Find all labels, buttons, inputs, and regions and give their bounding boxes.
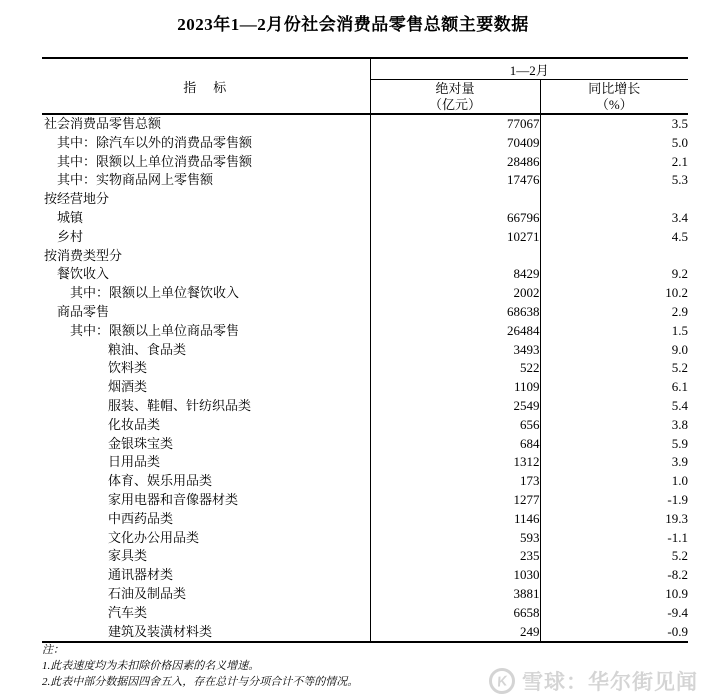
- row-label: 其中：限额以上单位商品零售: [70, 322, 240, 338]
- row-absolute-value: 3493: [370, 341, 540, 360]
- table-row: [42, 134, 688, 153]
- row-label: 建筑及装潢材料类: [108, 623, 213, 639]
- row-growth-value: 10.2: [540, 284, 688, 303]
- row-absolute-value: 1277: [370, 491, 540, 510]
- watermark: [489, 666, 698, 696]
- row-label: 城镇: [57, 209, 84, 225]
- watermark-text: 雪球：华尔街见闻: [522, 671, 698, 694]
- growth-column-header: [540, 80, 688, 115]
- table-row: [42, 265, 688, 284]
- row-growth-value: 1.5: [540, 322, 688, 341]
- row-absolute-value: 2002: [370, 284, 540, 303]
- row-growth-value: -1.9: [540, 491, 688, 510]
- table-row: [42, 472, 688, 491]
- note-2: 2.此表中部分数据因四舍五入，存在总计与分项合计不等的情况。: [42, 676, 359, 688]
- table-row: [42, 190, 688, 209]
- row-absolute-value: 522: [370, 359, 540, 378]
- note-1: 1.此表速度均为未扣除价格因素的名义增速。: [42, 660, 260, 672]
- row-label: 其中：实物商品网上零售额: [57, 172, 214, 188]
- table-row: [42, 284, 688, 303]
- table-row: [42, 416, 688, 435]
- row-label: 粮油、食品类: [108, 341, 187, 357]
- row-growth-value: -0.9: [540, 623, 688, 643]
- row-label: 其中：限额以上单位餐饮收入: [70, 285, 240, 301]
- row-growth-value: -8.2: [540, 566, 688, 585]
- row-label: 家用电器和音像器材类: [108, 491, 239, 507]
- row-absolute-value: 68638: [370, 303, 540, 322]
- footnotes: [42, 642, 358, 690]
- row-label: 服装、鞋帽、针纺织品类: [108, 397, 252, 413]
- row-growth-value: 5.3: [540, 171, 688, 190]
- row-absolute-value: 593: [370, 529, 540, 548]
- table-row: [42, 566, 688, 585]
- row-absolute-value: 17476: [370, 171, 540, 190]
- row-label: 餐饮收入: [57, 266, 110, 282]
- row-label: 通讯器材类: [108, 567, 174, 583]
- table-row: [42, 114, 688, 134]
- row-absolute-value: 1146: [370, 510, 540, 529]
- row-growth-value: 4.5: [540, 228, 688, 247]
- table-body: [42, 114, 688, 642]
- table-row: [42, 529, 688, 548]
- row-label: 乡村: [57, 228, 84, 244]
- table-row: [42, 435, 688, 454]
- table-row: [42, 228, 688, 247]
- row-label: 化妆品类: [108, 416, 161, 432]
- table-row: [42, 341, 688, 360]
- table-row: [42, 247, 688, 266]
- row-growth-value: 3.5: [540, 114, 688, 134]
- row-absolute-value: 28486: [370, 153, 540, 172]
- row-absolute-value: 235: [370, 547, 540, 566]
- row-absolute-value: 66796: [370, 209, 540, 228]
- row-growth-value: 9.0: [540, 341, 688, 360]
- row-label: 烟酒类: [108, 379, 148, 395]
- notes-label: 注：: [42, 644, 64, 656]
- row-label: 日用品类: [108, 454, 161, 470]
- row-label: 金银珠宝类: [108, 435, 174, 451]
- row-growth-value: 5.2: [540, 359, 688, 378]
- row-absolute-value: 3881: [370, 585, 540, 604]
- row-growth-value: [540, 190, 688, 209]
- row-label: 饮料类: [108, 360, 148, 376]
- header-row-period: [42, 58, 688, 80]
- row-growth-value: 2.9: [540, 303, 688, 322]
- row-growth-value: 2.1: [540, 153, 688, 172]
- row-label: 文化办公用品类: [108, 529, 200, 545]
- row-absolute-value: 173: [370, 472, 540, 491]
- table-row: [42, 397, 688, 416]
- table-row: [42, 623, 688, 643]
- row-absolute-value: 8429: [370, 265, 540, 284]
- row-absolute-value: 656: [370, 416, 540, 435]
- table-row: [42, 491, 688, 510]
- absolute-column-header: [370, 80, 540, 115]
- row-growth-value: -1.1: [540, 529, 688, 548]
- table-row: [42, 359, 688, 378]
- row-growth-value: 6.1: [540, 378, 688, 397]
- xueqiu-circle-k-icon: K: [489, 668, 515, 694]
- row-label: 社会消费品零售总额: [44, 116, 162, 131]
- row-label: 按消费类型分: [44, 247, 123, 263]
- row-growth-value: [540, 247, 688, 266]
- row-label: 体育、娱乐用品类: [108, 473, 213, 489]
- indicator-column-header: 指 标: [42, 58, 370, 114]
- row-absolute-value: 2549: [370, 397, 540, 416]
- row-label: 中西药品类: [108, 510, 174, 526]
- row-absolute-value: 1109: [370, 378, 540, 397]
- table-row: [42, 585, 688, 604]
- row-growth-value: 1.0: [540, 472, 688, 491]
- row-absolute-value: 1312: [370, 453, 540, 472]
- row-label: 其中：限额以上单位消费品零售额: [57, 153, 253, 169]
- table-row: [42, 303, 688, 322]
- row-label: 石油及制品类: [108, 585, 187, 601]
- row-absolute-value: 684: [370, 435, 540, 454]
- absolute-header-title: 绝对量: [435, 80, 475, 96]
- row-absolute-value: 10271: [370, 228, 540, 247]
- row-growth-value: 3.8: [540, 416, 688, 435]
- row-label: 汽车类: [108, 604, 148, 620]
- table-row: [42, 453, 688, 472]
- table-row: [42, 378, 688, 397]
- row-absolute-value: 26484: [370, 322, 540, 341]
- row-growth-value: 10.9: [540, 585, 688, 604]
- row-growth-value: 5.2: [540, 547, 688, 566]
- table-row: [42, 209, 688, 228]
- table-row: [42, 510, 688, 529]
- row-absolute-value: 6658: [370, 604, 540, 623]
- row-label: 按经营地分: [44, 191, 110, 207]
- absolute-header-unit: （亿元）: [428, 96, 481, 112]
- row-absolute-value: 249: [370, 623, 540, 643]
- row-label: 商品零售: [57, 303, 110, 319]
- row-growth-value: 3.4: [540, 209, 688, 228]
- row-label: 家具类: [108, 548, 148, 564]
- row-absolute-value: 77067: [370, 114, 540, 134]
- row-absolute-value: 1030: [370, 566, 540, 585]
- row-absolute-value: 70409: [370, 134, 540, 153]
- row-growth-value: 9.2: [540, 265, 688, 284]
- table-row: [42, 153, 688, 172]
- row-growth-value: 19.3: [540, 510, 688, 529]
- row-label: 其中：除汽车以外的消费品零售额: [57, 134, 253, 150]
- row-absolute-value: [370, 190, 540, 209]
- row-growth-value: 3.9: [540, 453, 688, 472]
- row-growth-value: 5.0: [540, 134, 688, 153]
- table-row: [42, 547, 688, 566]
- period-header: 1—2月: [370, 58, 688, 80]
- page-title: 2023年1—2月份社会消费品零售总额主要数据: [177, 15, 529, 34]
- retail-sales-table: [42, 57, 688, 643]
- table-row: [42, 322, 688, 341]
- row-absolute-value: [370, 247, 540, 266]
- row-growth-value: 5.4: [540, 397, 688, 416]
- growth-header-title: 同比增长: [588, 80, 641, 96]
- table-row: [42, 171, 688, 190]
- row-growth-value: -9.4: [540, 604, 688, 623]
- table-row: [42, 604, 688, 623]
- growth-header-unit: （%）: [595, 96, 633, 112]
- row-growth-value: 5.9: [540, 435, 688, 454]
